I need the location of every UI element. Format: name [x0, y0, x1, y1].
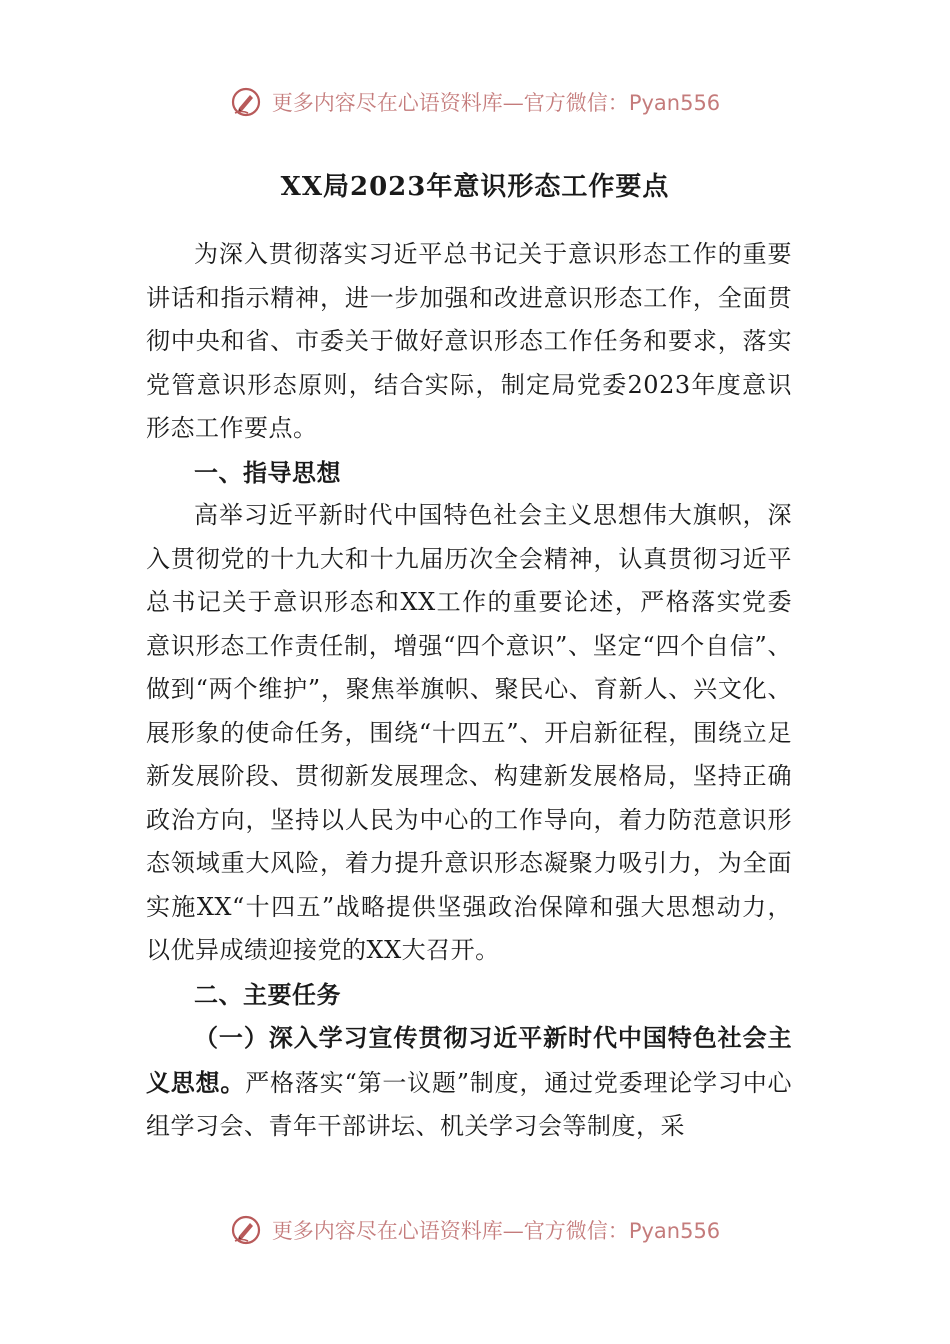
watermark-text: 更多内容尽在心语资料库—官方微信：Pyan556 — [271, 91, 721, 115]
task-item-1 — [146, 1016, 792, 1149]
watermark-header — [0, 82, 950, 122]
section-heading-main-tasks: 二、主要任务 — [194, 979, 341, 1009]
intro-paragraph: 为深入贯彻落实习近平总书记关于意识形态工作的重要讲话和指示精神，进一步加强和改进意识形态工作，全面贯彻中央和省、市委关于做好意识形态工作任务和要求，落实党管意识形态原则，结合实际，制定局党委2023年度意识形态工作要点。 — [146, 240, 792, 442]
document-body — [146, 233, 792, 1149]
watermark-text: 更多内容尽在心语资料库—官方微信：Pyan556 — [271, 1219, 721, 1243]
pen-logo-icon — [230, 86, 262, 118]
pen-logo-icon — [230, 1214, 262, 1246]
section-heading-guiding-ideology: 一、指导思想 — [194, 457, 341, 487]
document-title: XX局2023年意识形态工作要点 — [280, 172, 670, 202]
guiding-ideology-paragraph: 高举习近平新时代中国特色社会主义思想伟大旗帜，深入贯彻党的十九大和十九届历次全会精神，认真贯彻习近平总书记关于意识形态和XX工作的重要论述，严格落实党委意识形态工作责任制，增强“四个意识”、坚定“四个自信”、做到“两个维护”，聚焦举旗帜、聚民心、育新人、兴文化、展形象的使命任务，围绕“十四五”、开启新征程，围绕立足新发展阶段、贯彻新发展理念、构建新发展格局，坚持正确政治方向，坚持以人民为中心的工作导向，着力防范意识形态领域重大风险，着力提升意识形态凝聚力吸引力，为全面实施XX“十四五”战略提供坚强政治保障和强大思想动力，以优异成绩迎接党的XX大召开。 — [146, 501, 792, 964]
watermark-footer — [0, 1210, 950, 1250]
task-item-1-title: （一）深入学习宣传贯彻习近平新时代中国特色社会主义思想。 — [146, 1023, 792, 1097]
task-item-1-body: 严格落实“第一议题”制度，通过党委理论学习中心组学习会、青年干部讲坛、机关学习会等制度，采 — [146, 1068, 793, 1140]
